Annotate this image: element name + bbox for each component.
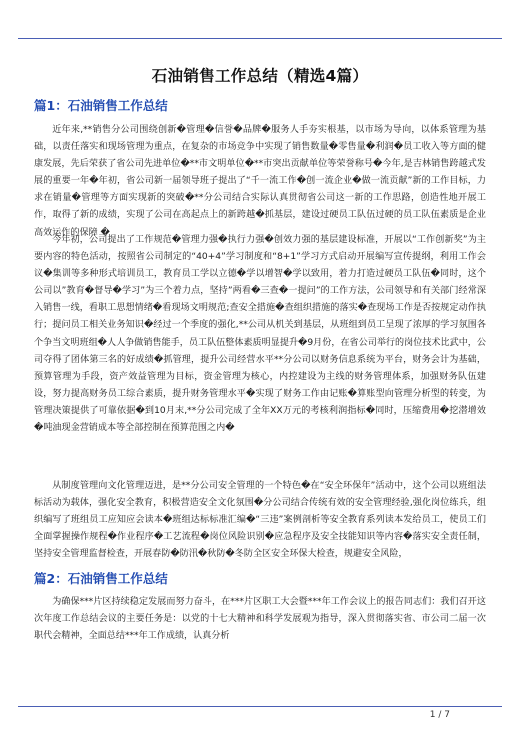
paragraph: 今年初，公司提出了工作规范�管理力强�执行力强�创效力强的基层建设标准，开展以“工作创新奖”为主要内容的特色活动，按照省公司制定的“40+4”学习制度和“8+1”学习方式启动开展编写宣传提纲，利用工作会议�集训等多种形式培训员工，教育员工学以立德�学以增智�学以致用，着力打造过硬员工队伍�同时，这个公司以”教育�督导�学习”为三个着力点，坚持”两看�三查�一提问”的工作方法，公司领导和有关部门经常深入销售一线，看职工思想情绪�看现场文明规范;查安全措施�查组织措施的落实�查现场工作是否按规定动作执行；提问员工相关业务知识�经过一个季度的强化,**公司从机关到基层，从班组到员工呈现了浓厚的学习氛围各个争当文明班组�人人争做销售能手，员工队伍整体素质明显提升�9月份，在省公司举行的岗位技术比武中，公司夺得了团体第三名的好成绩�抓管理，提升公司经营水平**分公司以财务信息系统为平台，财务会计为基础，预算管理为手段，资产效益管理为目标，资金管理为核心，内控建设为主线的财务管理体系，加强财务队伍建设，努力提高财务员工综合素质，提升财务管理水平�实现了财务工作由记账�算账型向管理分析型的转变，为管理决策提供了可靠依据�到10月末,**分公司完成了全年XX万元的考核利润指标�同时，压缩费用�挖潜增效�吨油现金营销成本等全部控制在预算范围之内� bbox=[34, 235, 486, 434]
bottom-divider bbox=[18, 706, 502, 707]
paragraph: 从制度管理向文化管理迈进，是**分公司安全管理的一个特色�在“安全环保年”活动中，这个公司以班组法标活动为载体，强化安全教育，积极营造安全文化氛围�分公司结合传统有效的安全管理经验,强化岗位练兵，组织编写了班组员工应知应会读本�班组达标标准汇编�“三违”案例剖析等安全教育系列读本发给员工，使员工们全面掌握操作规程�作业程序�工艺流程�岗位风险识别�应急程序及安全技能知识等内容�落实安全责任制，坚持安全管理监督检查，开展春防�防汛�秋防�冬防全区安全环保大检查，规避安全风险， bbox=[34, 481, 486, 560]
section-1-body-continued bbox=[34, 232, 486, 437]
section-1-body-final bbox=[34, 478, 486, 563]
section-1-body bbox=[34, 122, 486, 242]
section-heading-2: 篇2：石油销售工作总结 bbox=[34, 571, 168, 586]
section-heading-1: 篇1：石油销售工作总结 bbox=[34, 98, 168, 113]
paragraph: 近年来,**销售分公司围绕创新�管理�信誉�品牌�服务人手夯实根基，以市场为导向，以体系管理为基础，以责任落实和现场管理为重点，在复杂的市场竞争中实现了销售数量�零售量�利润�员工收入等方面的健康发展，先后荣获了省公司先进单位�**市文明单位�**市突出贡献单位等荣誉称号�今年,是吉林销售跨越式发展的重要一年�年初，省公司新一届领导班子提出了“千一流工作�创一流企业�做一流贡献”新的工作目标，力求在销量�管理等方面实现新的突破�**分公司结合实际认真贯彻省公司这一新的工作思路，创造性地开展工作，取得了新的成绩，实现了公司在高起点上的新跨越�抓基层，建设过硬员工队伍过硬的员工队伍素质是企业高效运作的保障 � bbox=[34, 125, 486, 238]
document-title: 石油销售工作总结（精选4篇） bbox=[151, 67, 369, 85]
top-divider bbox=[18, 38, 502, 39]
paragraph: 为确保***片区持续稳定发展而努力奋斗，在***片区职工大会暨***年工作会议上的报告同志们：我们召开这次年度工作总结会议的主要任务是：以党的十七大精神和科学发展观为指导，深入贯彻落实省、市公司二届一次职代会精神，全面总结***年工作成绩，认真分析 bbox=[34, 597, 486, 642]
section-2-body bbox=[34, 594, 486, 645]
page-number: 1 / 7 bbox=[429, 710, 450, 720]
